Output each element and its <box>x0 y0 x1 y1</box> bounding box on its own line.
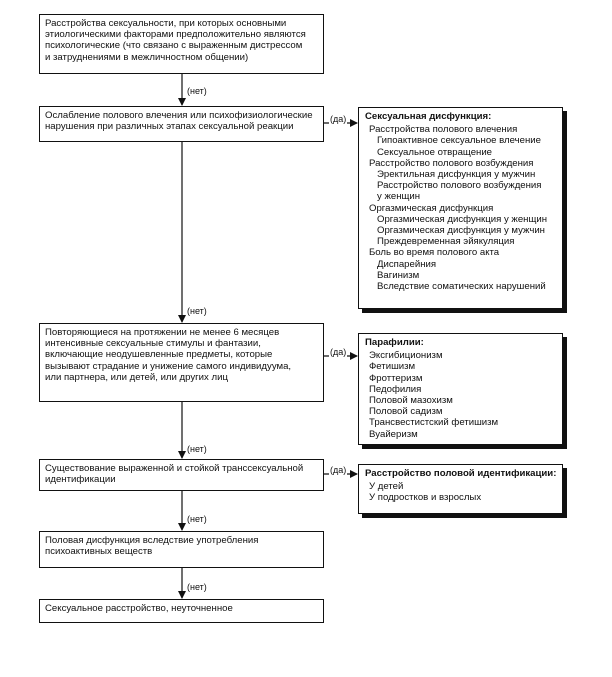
list-item: Расстройства полового влечения <box>369 124 518 136</box>
label-no-3: (нет) <box>187 444 207 454</box>
list-item: Вуайеризм <box>369 428 418 440</box>
list-item: Фроттеризм <box>369 372 423 384</box>
list-item: Преждевременная эйякуляция <box>377 236 515 248</box>
list-item: У подростков и взрослых <box>369 492 482 504</box>
list-item: у женщин <box>377 191 421 203</box>
list-item: Половой мазохизм <box>369 395 453 407</box>
list-item: Расстройство полового возбуждения <box>377 180 542 192</box>
box-recurrent-sexual-fantasies: Повторяющиеся на протяжении не менее 6 месяцев интенсивные сексуальные стимулы и фантазии, включающие неодушевленные предметы, которые вызывают страдание и унижение самого индивидуума, или партнера, или детей, или других лиц <box>39 323 324 402</box>
label-no-5: (нет) <box>187 582 207 592</box>
list-item: Оргазмическая дисфункция у женщин <box>377 213 548 225</box>
label-yes-3: (да) <box>330 465 347 475</box>
box-desire-and-response-disorders: Ослабление полового влечения или психофизиологические нарушения при различных этапах сексуальной реакции <box>39 106 324 142</box>
label-yes-1: (да) <box>330 114 347 124</box>
box-unspecified-sexual-disorder: Сексуальное расстройство, неуточненное <box>39 599 324 623</box>
side-box-gender-identity-disorder <box>358 464 563 514</box>
side-box-title: Сексуальная дисфункция: <box>365 111 492 122</box>
label-no-4: (нет) <box>187 514 207 524</box>
box-psychological-sexual-disorders: Расстройства сексуальности, при которых основными этиологическими факторами предположительно являются психологические (что связано с выраженным дистрессом и затруднениями в межличностном общении) <box>39 14 324 74</box>
list-item: Половой садизм <box>369 406 443 418</box>
list-item: У детей <box>369 481 404 493</box>
label-no-2: (нет) <box>187 306 207 316</box>
box-transsexual-identification: Существование выраженной и стойкой транссексуальной идентификации <box>39 459 324 491</box>
list-item: Боль во время полового акта <box>369 247 500 259</box>
gender-identity-list <box>365 481 556 503</box>
label-yes-2: (да) <box>330 347 347 357</box>
list-item: Вследствие соматических нарушений <box>377 281 546 293</box>
sexual-dysfunction-list <box>365 124 556 292</box>
list-item: Расстройство полового возбуждения <box>369 157 534 169</box>
paraphilias-list <box>365 350 556 440</box>
list-item: Трансвестистский фетишизм <box>369 417 499 429</box>
list-item: Фетишизм <box>369 361 416 373</box>
side-box-title: Расстройство половой идентификации: <box>365 468 557 479</box>
list-item: Оргазмическая дисфункция <box>369 202 494 214</box>
list-item: Оргазмическая дисфункция у мужчин <box>377 225 545 237</box>
side-box-paraphilias <box>358 333 563 445</box>
side-box-title: Парафилии: <box>365 337 424 348</box>
list-item: Вагинизм <box>377 269 420 281</box>
list-item: Педофилия <box>369 383 422 395</box>
list-item: Сексуальное отвращение <box>377 146 493 158</box>
box-substance-induced-dysfunction: Половая дисфункция вследствие употребления психоактивных веществ <box>39 531 324 568</box>
list-item: Гипоактивное сексуальное влечение <box>377 135 541 147</box>
list-item: Эксгибиционизм <box>369 350 443 362</box>
side-box-sexual-dysfunction <box>358 107 563 309</box>
label-no-1: (нет) <box>187 86 207 96</box>
list-item: Эректильная дисфункция у мужчин <box>377 169 536 181</box>
list-item: Диспарейния <box>377 258 437 270</box>
